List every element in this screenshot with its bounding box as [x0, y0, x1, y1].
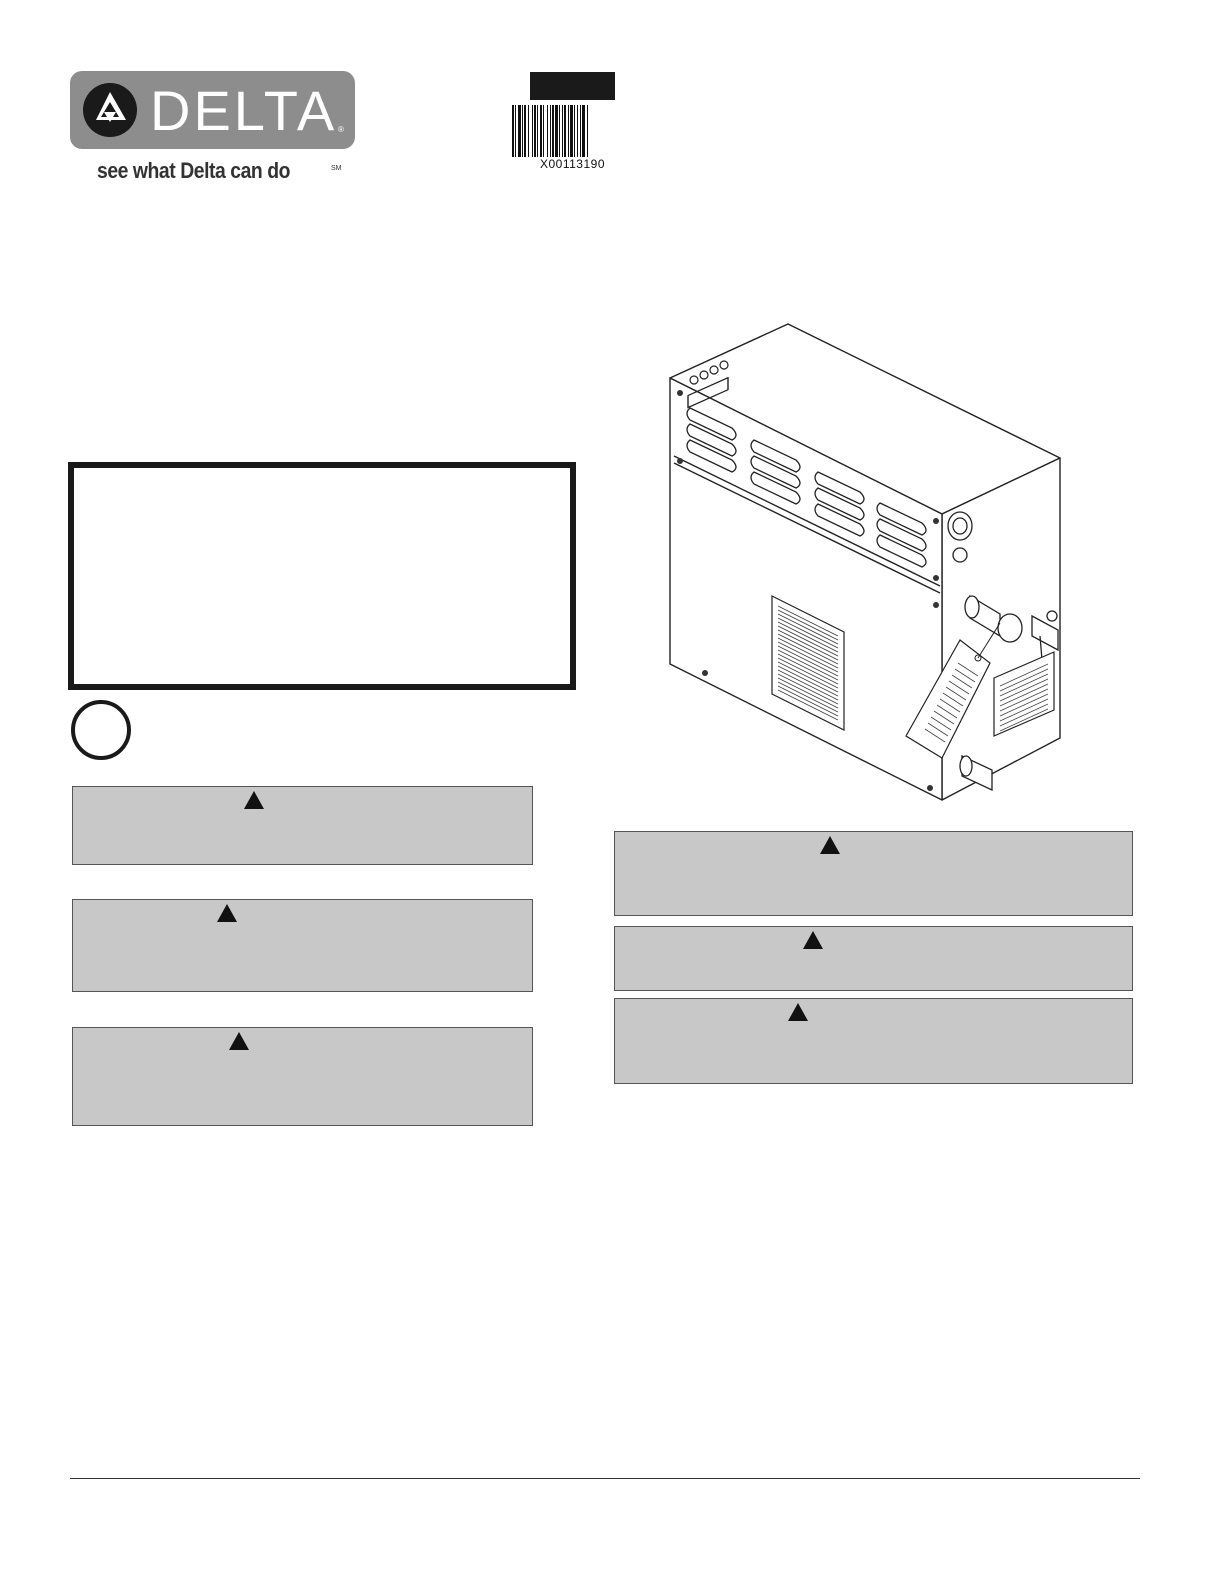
warning-panel [614, 831, 1133, 916]
tagline: see what Delta can do [97, 158, 291, 183]
warning-panel [614, 998, 1133, 1084]
footer-rule [70, 1478, 1140, 1479]
barcode [512, 105, 638, 157]
warning-panel [72, 786, 533, 865]
warning-triangle-icon [216, 903, 238, 923]
warning-triangle-icon [787, 1002, 809, 1022]
warning-triangle-icon [802, 930, 824, 950]
steam-generator-illustration [660, 318, 1070, 810]
warning-panel [72, 1027, 533, 1126]
circle-icon [71, 700, 131, 760]
delta-logo-icon [82, 82, 138, 138]
barcode-header-block [530, 72, 615, 100]
warning-triangle-icon [243, 790, 265, 810]
warning-panel [72, 899, 533, 992]
registered-mark: ® [338, 125, 344, 134]
warning-triangle-icon [819, 835, 841, 855]
warning-panel [614, 926, 1133, 991]
warning-triangle-icon [228, 1031, 250, 1051]
notice-box [68, 462, 576, 690]
logo-wordmark: DELTA [150, 79, 338, 142]
tagline-service-mark: SM [331, 165, 342, 172]
barcode-number: X00113190 [540, 157, 606, 171]
